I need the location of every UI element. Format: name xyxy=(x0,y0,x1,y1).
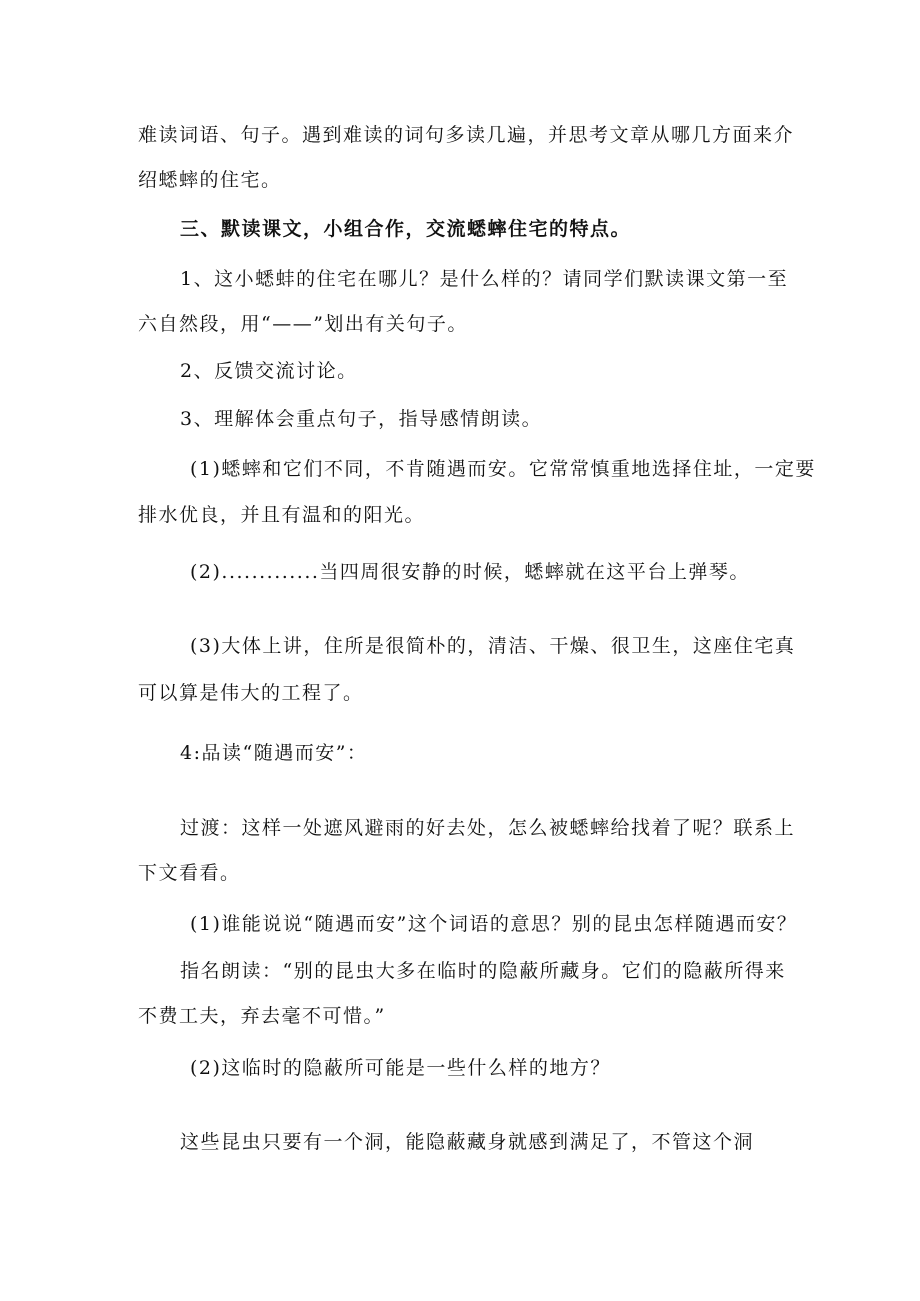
subheading-line-13: 4:品读“随遇而安”： xyxy=(180,742,368,764)
quote-line-8: (1)蟋蟀和它们不同，不肯随遇而安。它常常慎重地选择住址，一定要 xyxy=(190,458,816,480)
paragraph-line-6: 2、反馈交流讨论。 xyxy=(180,360,358,382)
paragraph-line-20: 这些昆虫只要有一个洞，能隐蔽藏身就感到满足了，不管这个洞 xyxy=(180,1131,755,1153)
quote-line-9: 排水优良，并且有温和的阳光。 xyxy=(138,504,426,526)
paragraph-line-7: 3、理解体会重点句子，指导感情朗读。 xyxy=(180,408,543,430)
paragraph-line-4: 1、这小蟋蚌的住宅在哪儿？是什么样的？请同学们默读课文第一至 xyxy=(180,268,789,290)
paragraph-line-18: 不费工夫，弃去毫不可惜。” xyxy=(138,1005,386,1027)
quote-line-11: (3)大体上讲，住所是很简朴的，清洁、干燥、很卫生，这座住宅真 xyxy=(190,635,796,657)
paragraph-line-17: 指名朗读：“别的昆虫大多在临时的隐蔽所藏身。它们的隐蔽所得来 xyxy=(180,960,786,982)
paragraph-line-19: (2)这临时的隐蔽所可能是一些什么样的地方？ xyxy=(190,1057,611,1079)
paragraph-line-1: 难读词语、句子。遇到难读的词句多读几遍，并思考文章从哪几方面来介 xyxy=(138,124,795,146)
paragraph-line-14: 过渡：这样一处遮风避雨的好去处，怎么被蟋蟀给找着了呢？联系上 xyxy=(180,817,796,839)
quote-line-12: 可以算是伟大的工程了。 xyxy=(138,682,364,704)
paragraph-line-5: 六自然段，用“——”划出有关句子。 xyxy=(138,313,468,335)
paragraph-line-15: 下文看看。 xyxy=(138,862,241,884)
section-heading-3: 三、默读课文，小组合作，交流蟋蟀住宅的特点。 xyxy=(180,218,632,240)
paragraph-line-2: 绍蟋蟀的住宅。 xyxy=(138,169,282,191)
quote-line-10: (2).............当四周很安静的时候，蟋蟀就在这平台上弹琴。 xyxy=(190,561,750,583)
paragraph-line-16: (1)谁能说说“随遇而安”这个词语的意思？别的昆虫怎样随遇而安？ xyxy=(190,913,798,935)
